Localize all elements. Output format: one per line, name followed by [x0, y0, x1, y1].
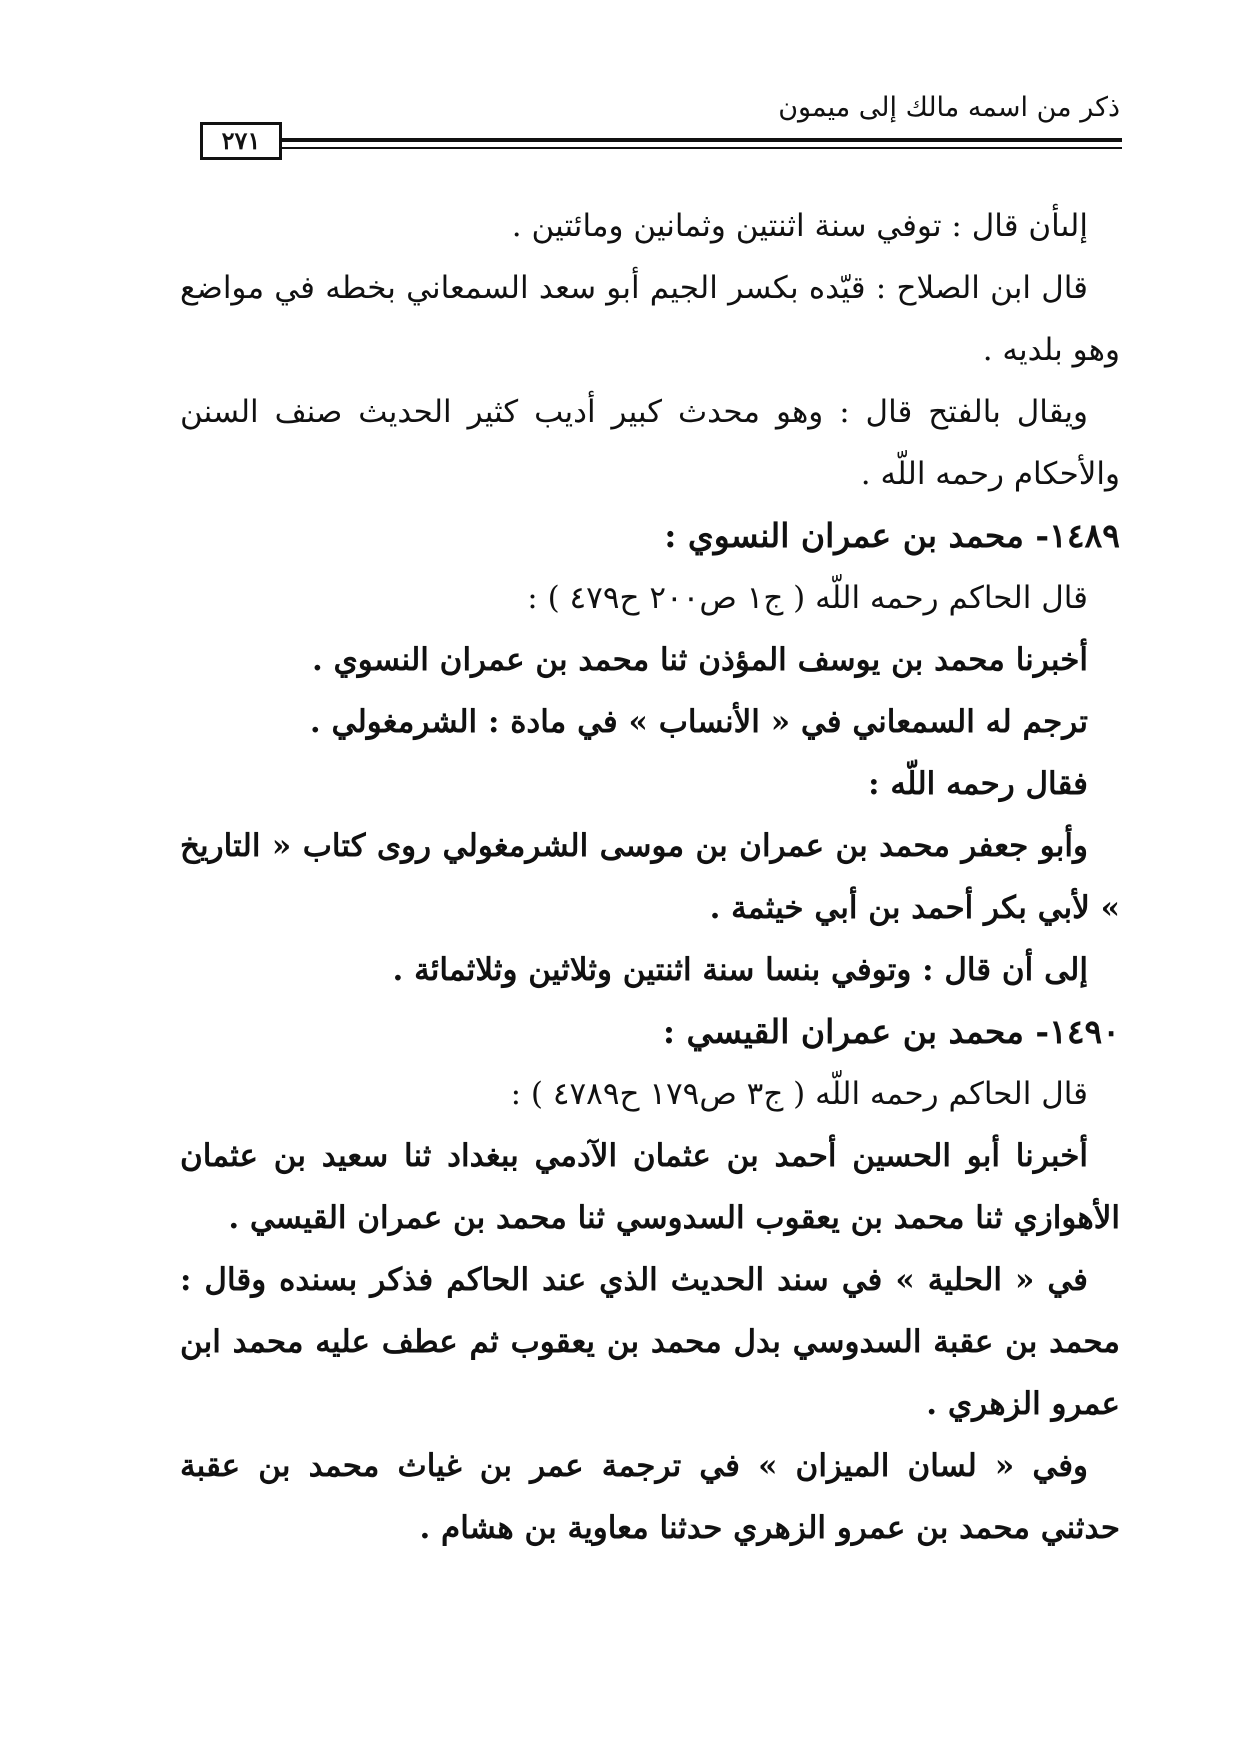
paragraph: قال الحاكم رحمه اللّه ( ج٣ ص١٧٩ ح٤٧٨٩ ) :	[510, 1076, 1088, 1112]
paragraph: إلىأن قال : توفي سنة اثنتين وثمانين ومائتين .	[511, 208, 1088, 244]
entry-heading-1490: ١٤٩٠- محمد بن عمران القيسي :	[662, 1012, 1120, 1051]
header-rule-thin	[282, 147, 1122, 149]
paragraph: ترجم له السمعاني في « الأنساب » في مادة : الشرمغولي .	[309, 704, 1088, 740]
paragraph: قال ابن الصلاح : قيّده بكسر الجيم أبو سعد السمعاني بخطه في مواضع وهو بلديه .	[180, 270, 1120, 368]
paragraph: أخبرنا محمد بن يوسف المؤذن ثنا محمد بن عمران النسوي .	[311, 642, 1088, 678]
body-text	[180, 195, 1120, 1559]
paragraph: أخبرنا أبو الحسين أحمد بن عثمان الآدمي ببغداد ثنا سعيد بن عثمان الأهوازي ثنا محمد بن يعقوب السدوسي ثنا محمد بن عمران القيسي .	[180, 1138, 1120, 1236]
paragraph: وفي « لسان الميزان » في ترجمة عمر بن غياث محمد بن عقبة حدثني محمد بن عمرو الزهري حدثنا معاوية بن هشام .	[180, 1448, 1120, 1546]
paragraph: ويقال بالفتح قال : وهو محدث كبير أديب كثير الحديث صنف السنن والأحكام رحمه اللّه .	[180, 394, 1120, 492]
running-header-title: ذكر من اسمه مالك إلى ميمون	[778, 92, 1120, 123]
entry-heading-1489: ١٤٨٩- محمد بن عمران النسوي :	[664, 516, 1120, 555]
paragraph: إلى أن قال : وتوفي بنسا سنة اثنتين وثلاثين وثلاثمائة .	[392, 952, 1088, 988]
header-rule-thick	[282, 138, 1122, 142]
page-number-box: ٢٧١	[200, 122, 282, 160]
paragraph: وأبو جعفر محمد بن عمران بن موسى الشرمغولي روى كتاب « التاريخ » لأبي بكر أحمد بن أبي خيثمة .	[180, 828, 1120, 926]
paragraph: فقال رحمه اللّه :	[868, 766, 1088, 802]
paragraph: في « الحلية » في سند الحديث الذي عند الحاكم فذكر بسنده وقال : محمد بن عقبة السدوسي بدل محمد بن يعقوب ثم عطف عليه محمد ابن عمرو الزهري .	[180, 1262, 1120, 1422]
paragraph: قال الحاكم رحمه اللّه ( ج١ ص٢٠٠ ح٤٧٩ ) :	[527, 580, 1088, 616]
